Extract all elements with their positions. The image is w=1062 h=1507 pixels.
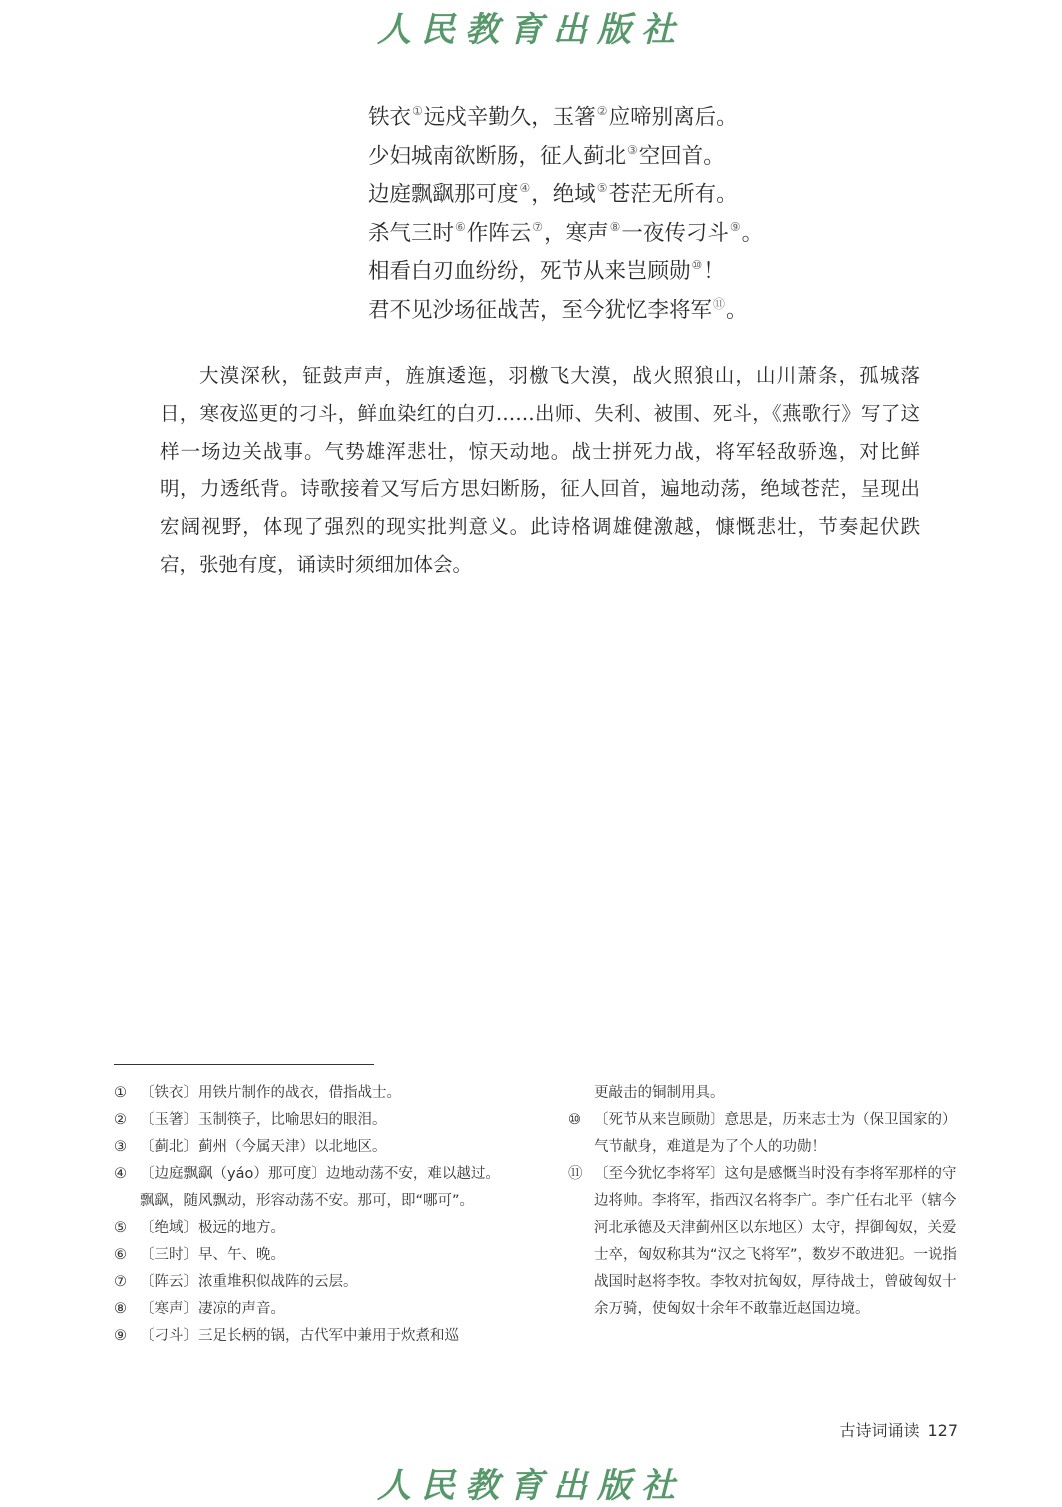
footnote-item <box>114 1080 514 1107</box>
footnote-number: ③ <box>114 1139 127 1155</box>
footnote-item <box>568 1080 968 1107</box>
footnote-number: ⑦ <box>114 1274 127 1290</box>
footnote-marker: ② <box>596 104 608 118</box>
footnote-number: ⑤ <box>114 1220 127 1236</box>
poem-line <box>368 169 828 208</box>
poem-text-segment: 一夜传刁斗 <box>621 220 729 246</box>
footnote-marker: ⑨ <box>729 219 741 234</box>
poem-text-segment: 苍茫无所有。 <box>608 182 738 208</box>
poem-text-segment: 铁衣 <box>368 105 412 130</box>
poem-text-segment: 作阵云 <box>466 220 532 246</box>
footnote-number: ⑥ <box>114 1247 127 1263</box>
footnote-text: 〔边庭飘飖（yáo）那可度〕边地动荡不安，难以越过。飘飖，随风飘动，形容动荡不安。那可，即“哪可”。 <box>140 1166 500 1209</box>
footnote-text: 〔阵云〕浓重堆积似战阵的云层。 <box>140 1274 358 1290</box>
poem-line <box>368 285 828 324</box>
footnote-text: 〔至今犹忆李将军〕这句是感慨当时没有李将军那样的守边将帅。李将军，指西汉名将李广。李广任右北平（辖今河北承德及天津蓟州区以东地区）太守，捍御匈奴，关爱士卒，匈奴称其为“汉之飞将军”，数岁不敢进犯。一说指战国时赵将李牧。李牧对抗匈奴，厚待战士，曾破匈奴十余万骑，使匈奴十余年不敢靠近赵国边境。 <box>594 1166 958 1317</box>
poem-text-segment: 远戍辛勤久，玉箸 <box>423 105 596 130</box>
footnote-marker: ⑥ <box>455 219 466 234</box>
poem-text-segment: 。 <box>726 297 748 323</box>
footnote-marker: ③ <box>627 142 638 157</box>
poem-line <box>368 92 828 131</box>
footnote-number: ④ <box>114 1166 127 1182</box>
footnote-marker: ④ <box>519 181 531 196</box>
footnote-marker: ⑪ <box>713 296 726 311</box>
poem-text-segment: ，绝域 <box>531 182 596 208</box>
commentary-paragraph: 大漠深秋，钲鼓声声，旌旗逶迤，羽檄飞大漠，战火照狼山，山川萧条，孤城落日，寒夜巡更的刁斗，鲜血染红的白刃……出师、失利、被围、死斗，《燕歌行》写了这样一场边关战事。气势雄浑悲壮，惊天动地。战士拼死力战，将军轻敌骄逸，对比鲜明，力透纸背。诗歌接着又写后方思妇断肠，征人回首，遍地动荡，绝域苍茫，呈现出宏阔视野，体现了强烈的现实批判意义。此诗格调雄健激越，慷慨悲壮，节奏起伏跌宕，张弛有度，诵读时须细加体会。 <box>160 364 920 576</box>
footnote-text: 更敲击的铜制用具。 <box>594 1085 725 1101</box>
footnote-item <box>568 1107 968 1161</box>
footnote-item <box>114 1269 514 1296</box>
footnote-item <box>568 1161 968 1323</box>
footnote-text: 〔刁斗〕三足长柄的锅，古代军中兼用于炊煮和巡 <box>140 1328 459 1344</box>
footnote-number: ⑧ <box>114 1301 127 1317</box>
footnote-item <box>114 1296 514 1323</box>
poem-line <box>368 131 828 170</box>
poem-text-segment: 杀气三时 <box>368 220 455 246</box>
footnote-marker: ⑧ <box>609 219 621 234</box>
footnote-divider <box>114 1064 374 1065</box>
poem-text-segment: ！ <box>703 259 725 285</box>
poem-line <box>368 208 828 247</box>
poem-text-segment: 。 <box>741 220 764 246</box>
footnote-number: ⑨ <box>114 1328 127 1344</box>
footnotes-right-column <box>568 1080 968 1323</box>
footnote-item <box>114 1323 514 1350</box>
footnote-number: ⑪ <box>568 1166 583 1182</box>
footnote-text: 〔蓟北〕蓟州（今属天津）以北地区。 <box>140 1139 387 1155</box>
poem-text-segment: 相看白刃血纷纷，死节从来岂顾勋 <box>368 259 691 285</box>
footnote-number: ⑩ <box>568 1112 581 1128</box>
footnote-number: ① <box>114 1085 127 1101</box>
poem-text-segment: ，寒声 <box>544 220 609 246</box>
footnote-text: 〔死节从来岂顾勋〕意思是，历来志士为（保卫国家的）气节献身，难道是为了个人的功勋！ <box>594 1112 957 1155</box>
poem-text <box>368 92 828 324</box>
publisher-watermark-top: 人民教育出版社 <box>377 10 685 50</box>
footnote-marker: ⑩ <box>691 258 703 273</box>
footnote-item <box>114 1161 514 1215</box>
poem-text-segment: 少妇城南欲断肠，征人蓟北 <box>368 143 627 169</box>
poem-text-segment: 边庭飘飖那可度 <box>368 182 519 208</box>
footnote-item <box>114 1242 514 1269</box>
footnote-number: ② <box>114 1112 127 1128</box>
footnote-text: 〔玉箸〕玉制筷子，比喻思妇的眼泪。 <box>140 1112 387 1128</box>
footnote-text: 〔铁衣〕用铁片制作的战衣，借指战士。 <box>140 1085 401 1101</box>
footnote-text: 〔绝域〕极远的地方。 <box>140 1220 285 1236</box>
publisher-watermark-bottom: 人民教育出版社 <box>377 1466 685 1506</box>
footnote-text: 〔寒声〕凄凉的声音。 <box>140 1301 285 1317</box>
footnote-marker: ① <box>412 104 423 118</box>
footnote-item <box>114 1134 514 1161</box>
section-title: 古诗词诵读 <box>839 1421 920 1440</box>
poem-line <box>368 246 828 285</box>
footnote-marker: ⑦ <box>532 219 544 234</box>
footnote-text: 〔三时〕早、午、晚。 <box>140 1247 285 1263</box>
footnote-item <box>114 1107 514 1134</box>
footnotes-left-column <box>114 1080 514 1350</box>
poem-text-segment: 君不见沙场征战苦，至今犹忆李将军 <box>368 297 713 323</box>
footnote-marker: ⑤ <box>596 181 608 196</box>
page-footer <box>839 1418 958 1441</box>
poem-text-segment: 应啼别离后。 <box>608 105 738 130</box>
page-number: 127 <box>927 1421 958 1440</box>
footnote-item <box>114 1215 514 1242</box>
poem-text-segment: 空回首。 <box>638 143 725 169</box>
